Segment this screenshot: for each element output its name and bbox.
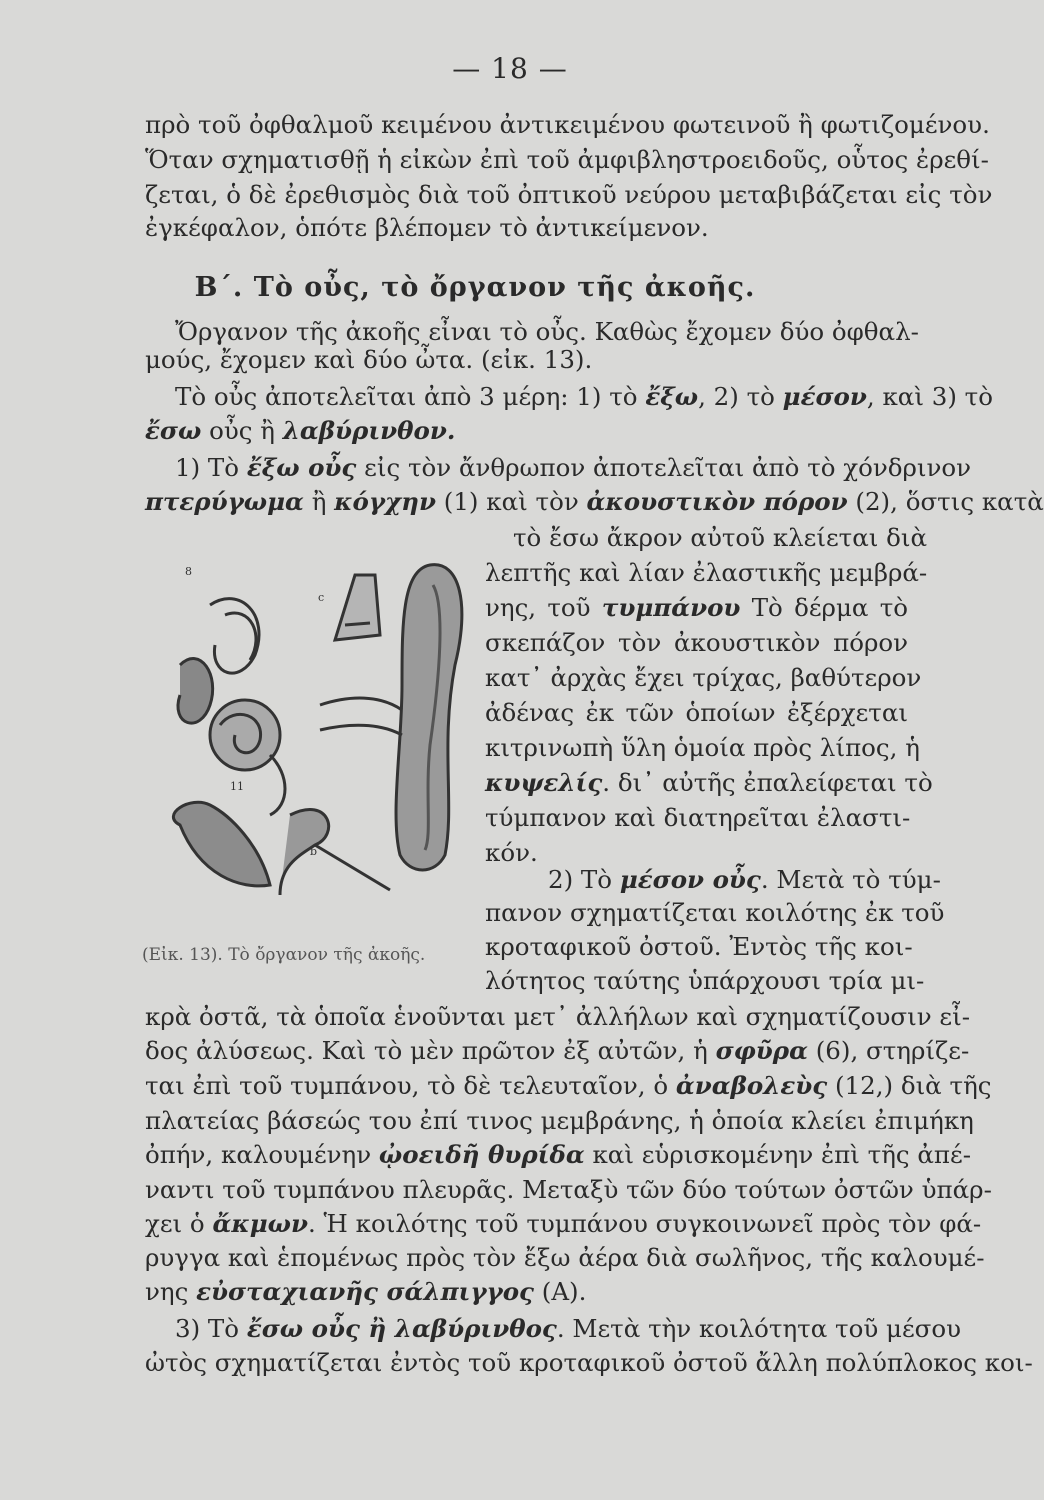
figure-label: c — [318, 591, 325, 604]
figure-caption: (Εἰκ. 13). Τὸ ὄργανον τῆς ἀκοῆς. — [142, 945, 426, 965]
figure-label: b — [310, 845, 318, 858]
figure-label: 11 — [230, 780, 244, 793]
text-line: νης εὐσταχιανῆς σάλπιγγος (Α). — [145, 1277, 587, 1306]
text-line: ζεται, ὁ δὲ ἐρεθισμὸς διὰ τοῦ ὀπτικοῦ νεύρου μεταβιβάζεται εἰς τὸν — [145, 180, 993, 209]
text-line: κυψελίς. δι᾽ αὐτῆς ἐπαλείφεται τὸ — [485, 768, 933, 797]
text-line: Ὅταν σχηματισθῇ ἡ εἰκὼν ἐπὶ τοῦ ἀμφιβληστροειδοῦς, οὗτος ἐρεθί- — [145, 145, 989, 174]
text-line: ἔσω οὖς ἢ λαβύρινθον. — [145, 416, 456, 445]
page-number: — 18 — — [452, 52, 568, 85]
text-line: 1) Τὸ ἔξω οὖς εἰς τὸν ἄνθρωπον ἀποτελεῖται ἀπὸ τὸ χόνδρινον — [175, 453, 972, 482]
text-line: πτερύγωμα ἢ κόγχην (1) καὶ τὸν ἀκουστικὸν πόρον (2), ὅστις κατὰ — [145, 487, 1044, 516]
text-line: Ὄργανον τῆς ἀκοῆς εἶναι τὸ οὖς. Καθὼς ἔχομεν δύο ὀφθαλ- — [175, 317, 919, 346]
text-line: ὀπήν, καλουμένην ᾠοειδῆ θυρίδα καὶ εὑρισκομένην ἐπὶ τῆς ἀπέ- — [145, 1140, 971, 1169]
text-line: κατ᾽ ἀρχὰς ἔχει τρίχας, βαθύτερον — [485, 663, 922, 692]
text-line: ἀδένας ἐκ τῶν ὁποίων ἐξέρχεται — [485, 698, 908, 727]
text-line: λεπτῆς καὶ λίαν ἐλαστικῆς μεμβρά- — [485, 558, 928, 587]
text-line: λότητος ταύτης ὑπάρχουσι τρία μι- — [485, 966, 925, 995]
ear-anatomy-illustration — [140, 545, 485, 935]
text-line: πανον σχηματίζεται κοιλότης ἐκ τοῦ — [485, 898, 945, 927]
text-line: πλατείας βάσεώς του ἐπί τινος μεμβράνης, ἡ ὁποία κλείει ἐπιμήκη — [145, 1106, 974, 1135]
text-line: τὸ ἔσω ἄκρον αὐτοῦ κλείεται διὰ — [513, 523, 928, 552]
text-line: δος ἀλύσεως. Καὶ τὸ μὲν πρῶτον ἐξ αὐτῶν, ἡ σφῦρα (6), στηρίζε- — [145, 1036, 970, 1065]
text-line: σκεπάζον τὸν ἀκουστικὸν πόρον — [485, 628, 908, 657]
text-line: κιτρινωπὴ ὕλη ὁμοία πρὸς λίπος, ἡ — [485, 733, 920, 762]
text-line: ναντι τοῦ τυμπάνου πλευρᾶς. Μεταξὺ τῶν δύο τούτων ὀστῶν ὑπάρ- — [145, 1175, 992, 1204]
text-line: κόν. — [485, 838, 538, 867]
text-line: ἐγκέφαλον, ὁπότε βλέπομεν τὸ ἀντικείμενον. — [145, 213, 709, 242]
text-line: 2) Τὸ μέσον οὖς. Μετὰ τὸ τύμ- — [548, 865, 941, 894]
text-line: κρὰ ὀστᾶ, τὰ ὁποῖα ἑνοῦνται μετ᾽ ἀλλήλων καὶ σχηματίζουσιν εἶ- — [145, 1002, 971, 1031]
text-line: πρὸ τοῦ ὀφθαλμοῦ κειμένου ἀντικειμένου φωτεινοῦ ἢ φωτιζομένου. — [145, 110, 990, 139]
text-line: χει ὁ ἄκμων. Ἡ κοιλότης τοῦ τυμπάνου συγκοινωνεῖ πρὸς τὸν φά- — [145, 1209, 982, 1238]
figure-label: 8 — [185, 565, 192, 578]
text-line: νης, τοῦ τυμπάνου Τὸ δέρμα τὸ — [485, 593, 909, 622]
text-line: κροταφικοῦ ὀστοῦ. Ἐντὸς τῆς κοι- — [485, 932, 913, 961]
text-line: Τὸ οὖς ἀποτελεῖται ἀπὸ 3 μέρη: 1) τὸ ἔξω, 2) τὸ μέσον, καὶ 3) τὸ — [175, 382, 993, 411]
text-line: ὠτὸς σχηματίζεται ἐντὸς τοῦ κροταφικοῦ ὀστοῦ ἄλλη πολύπλοκος κοι- — [145, 1348, 1033, 1377]
text-line: τύμπανον καὶ διατηρεῖται ἐλαστι- — [485, 803, 911, 832]
text-line: ρυγγα καὶ ἑπομένως πρὸς τὸν ἔξω ἀέρα διὰ σωλῆνος, τῆς καλουμέ- — [145, 1243, 985, 1272]
text-line: μούς, ἔχομεν καὶ δύο ὦτα. (εἰκ. 13). — [145, 345, 593, 374]
section-title: Β΄. Τὸ οὖς, τὸ ὄργανον τῆς ἀκοῆς. — [194, 272, 756, 303]
text-line: ται ἐπὶ τοῦ τυμπάνου, τὸ δὲ τελευταῖον, ὁ ἀναβολεὺς (12,) διὰ τῆς — [145, 1071, 992, 1100]
text-line: 3) Τὸ ἔσω οὖς ἢ λαβύρινθος. Μετὰ τὴν κοιλότητα τοῦ μέσου — [175, 1314, 962, 1343]
